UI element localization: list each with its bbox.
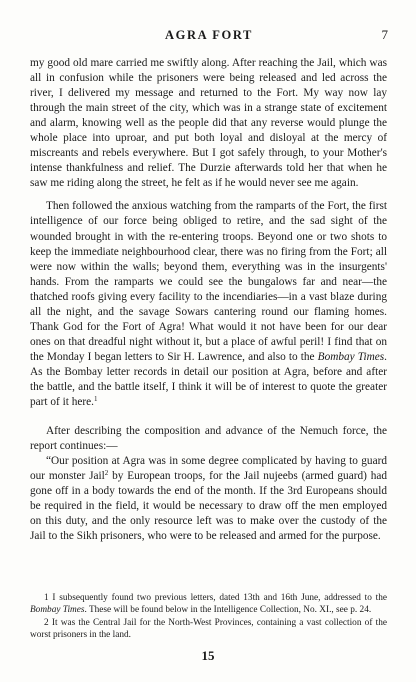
footnote-1-text-a: 1 I subsequently found two previous letters, dated 13th and 16th June, addressed to the [44, 593, 387, 603]
paragraph-2-italic: Bombay Times [317, 350, 385, 363]
footnote-1 [30, 592, 387, 617]
paragraph-2-text-a: Then followed the anxious watching from the ramparts of the Fort, the first intelligence of our force being obliged to retire, and the sad sight of the wounded brought in with the re-entering troops. Beyond one or two shots to keep the immediate neighbourhood clear, there was no firing from the Fort; all were now within the walls; beyond them, everything was in the insurgents' hands. From the ramparts we could see the bungalows far and near—the thatched roofs giving every facility to the incendiaries—in a vast blaze during all the night, and the savage Sowars cantering round our flaming homes. Thank God for the Fort of Agra! What would it not have been for our dear ones on that dreadful night without it, but a place of awful peril! I find that on the Monday I began letters to Sir H. Lawrence, and also to the [30, 200, 387, 363]
paragraph-2-text-b: . As the Bombay letter records in detail our position at Agra, before and after the battle, and the battle itself, I think it will be of interest to quote the greater part of it here. [30, 350, 387, 409]
running-head: AGRA FORT [165, 28, 253, 42]
footnote-ref-2: 2 [104, 469, 109, 478]
footnote-1-italic: Bombay Times [30, 605, 85, 616]
paragraph-4 [30, 454, 387, 544]
paragraph-4-text-b: by European troops, for the Jail nujeebs (armed guard) had gone off in a body towards the end of the month. If the 3rd Europeans should be required in the field, it would be necessary to draw off the men employed on this duty, and the only resource left was to make over the custody of the Jail to the Sikh prisoners, who were to be released and armed for the purpose. [30, 470, 388, 543]
paragraph-4-text-a: “Our position at Agra was in some degree complicated by having to guard our monster Jail [30, 455, 387, 483]
paragraph-1: my good old mare carried me swiftly along. After reaching the Jail, which was all in confusion while the prisoners were being released and led across the river, I delivered my message and returned to the Fort. My way now lay through the main street of the city, which was in a strange state of excitement and alarm, knowing well as the people did that any reverse would plunge the whole place into uproar, and put both loyal and disloyal at the mercy of miscreants and rebels everywhere. But I got safely through, to your Mother's intense thankfulness and relief. The Durzie afterwards told her that when he saw me riding along the street, he felt as if he would never see me again. [30, 57, 387, 190]
page-header [30, 28, 388, 46]
page-number: 7 [381, 27, 388, 42]
folio-number: 15 [201, 648, 215, 663]
footnote-ref-1: 1 [94, 395, 98, 404]
footnote-2: 2 It was the Central Jail for the North-West Provinces, containing a vast collection of the worst prisoners in the land. [30, 617, 387, 640]
footnotes [30, 592, 387, 641]
footnote-1-text-b: . These will be found below in the Intelligence Collection, No. XI., see p. 24. [84, 605, 372, 616]
paragraph-3: After describing the composition and advance of the Nemuch force, the report continues:— [30, 425, 387, 453]
body-text [30, 56, 387, 544]
paragraph-2 [30, 199, 387, 410]
